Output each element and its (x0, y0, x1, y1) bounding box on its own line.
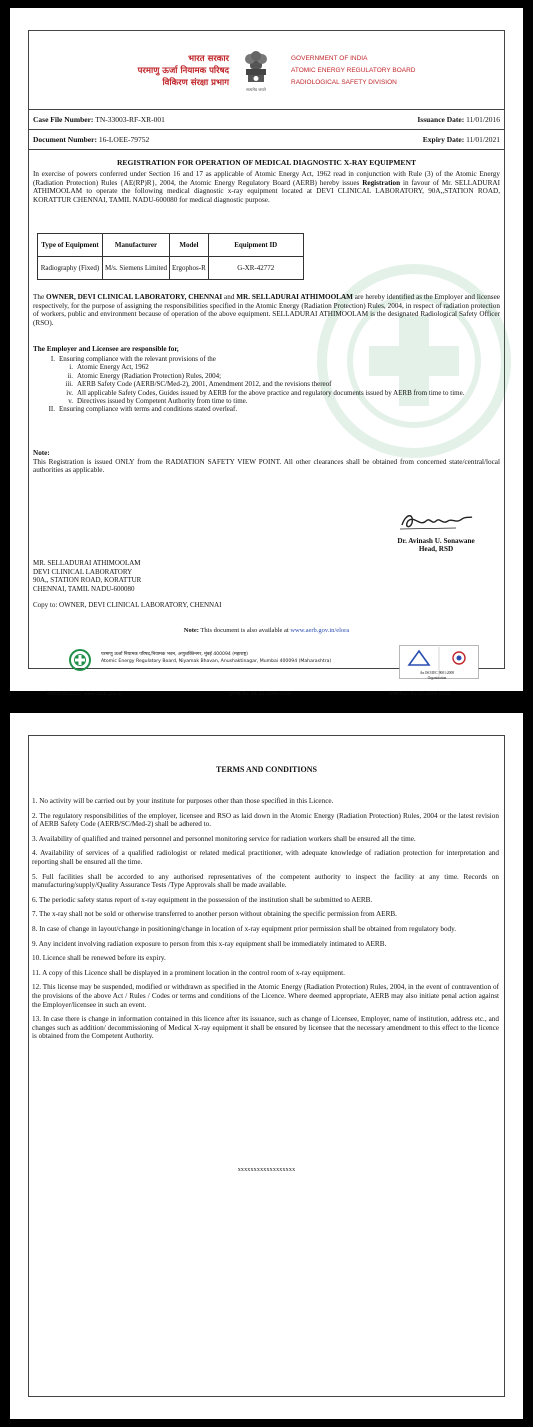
terms-list (32, 797, 499, 1047)
document-title: REGISTRATION FOR OPERATION OF MEDICAL DIAGNOSTIC X-RAY EQUIPMENT (116, 158, 417, 167)
copy-to: Copy to: OWNER, DEVI CLINICAL LABORATORY, CHENNAI (33, 601, 222, 609)
emblem-caption: सत्यमेव जयते (246, 87, 266, 92)
address-line: 90A,, STATION ROAD, KORATTUR (33, 576, 142, 585)
issuance-date: Issuance Date: 11/01/2016 (417, 115, 500, 124)
english-line: GOVERNMENT OF INDIA (291, 55, 368, 62)
address-line: MR. SELLADURAI ATHIMOOLAM (33, 559, 141, 567)
table-header: Model (170, 234, 209, 257)
list-item: I. Ensuring compliance with the relevant provisions of the (50, 355, 216, 363)
hindi-line: भारत सरकार (188, 54, 229, 64)
table-cell: M/s. Siemens Limited (103, 257, 170, 280)
info-divider (29, 149, 504, 150)
equipment-table (37, 233, 304, 280)
certification-text: An ISO/IEC 9001:2008 Organization (419, 671, 455, 680)
end-mark: xxxxxxxxxxxxxxxxxx (237, 1167, 296, 1173)
list-item: II. Ensuring compliance with terms and conditions stated overleaf. (48, 405, 238, 414)
term-item: 9. Any incident involving radiation exposure to person from this x-ray equipment shall be immediately intimated to AERB. (32, 939, 387, 948)
responsibilities-list (33, 355, 500, 414)
expiry-date: Expiry Date: 11/01/2021 (422, 135, 500, 144)
term-item: 5. Full facilities shall be accorded to any authorised representatives of the competent authority to inspect the facility at any time. Records on manufacturing/supply/Quality Assurance Tests /Type Approvals shall be made available. (32, 872, 499, 890)
term-item: 6. The periodic safety status report of x-ray equipment in the possession of the institution shall be submitted to AERB. (32, 895, 373, 904)
term-item: 13. In case there is change in information contained in this licence after its issuance, such as change of Licensee, Employer, name of institution, address etc., and changes such as addition/ decommissioning of Medical X-ray equipment it shall be ensured by licensee that the necessary amendment to this effect to the licence is obtained from the Competent Authority. (32, 1015, 499, 1041)
terms-title: TERMS AND CONDITIONS (216, 765, 317, 774)
license-page-1 (10, 8, 523, 697)
footer-fax: फैक्स/Fax: 91-22-2599 0650 (389, 692, 451, 697)
table-cell: Radiography (Fixed) (38, 257, 103, 280)
table-cell: Ergophos-R (170, 257, 209, 280)
term-item: 2. The regulatory responsibilities of the employer, licensee and RSO as laid down in the Atomic Energy (Radiation Protection) Rules, 2004 or the latest revision of AERB Safety Code (AERB/SC/Med-2) shall be adhered to. (32, 811, 499, 829)
responsibilities-title: The Employer and Licensee are responsible for, (33, 345, 179, 353)
term-item: 10. Licence shall be renewed before its expiry. (32, 954, 166, 963)
table-header: Equipment ID (208, 234, 303, 257)
note-paragraph: Note: This Registration is issued ONLY from the RADIATION SAFETY VIEW POINT. All other clearances shall be obtained from concerned state/central/local authorities as applicable. (33, 449, 500, 475)
list-item: iv. All applicable Safety Codes, Guides issued by AERB for the above practice and regulatory documents issued by AERB from time to time. (66, 388, 465, 397)
address-line: DEVI CLINICAL LABORATORY (33, 567, 133, 576)
hindi-line: परमाणु ऊर्जा नियामक परिषद (137, 66, 229, 76)
table-header: Type of Equipment (38, 234, 103, 257)
page-border (28, 30, 505, 697)
term-item: 12. This license may be suspended, modified or withdrawn as specified in the Atomic Energy (Radiation Protection) Rules, 2004, in the event of contravention of the provisions of the above Act / Rules / Codes or terms and conditions of the Licence. Where deemed appropriate, AERB may also initiate penal action against the Employer/licensee in such an event. (32, 983, 499, 1009)
hindi-header (89, 53, 229, 89)
address-line: CHENNAI, TAMIL NADU-600080 (33, 584, 135, 593)
english-header (291, 53, 416, 89)
intro-paragraph: In exercise of powers conferred under Section 16 and 17 as applicable of Atomic Energy Act, 1962 read in conjunction with Rule (3) of the Atomic Energy (Radiation Protection) Rules {AE(RP)R}, 2004, the Atomic Energy Regulatory Board (AERB) hereby issues Registration in favour of Mr. SELLADURAI ATHIMOOLAM to operate the following medical diagnostic x-ray equipment located at DEVI CLINICAL LABORATORY, 90A,,STATION ROAD, KORATTUR CHENNAI, TAMIL NADU-600080 for medical diagnostic purpose. (33, 170, 500, 204)
footer-address (101, 651, 331, 665)
letterhead (29, 41, 504, 105)
case-file-number: Case File Number: TN-33003-RF-XR-001 (33, 115, 165, 124)
signature-icon (396, 509, 476, 533)
signatory-designation: Head, RSD (418, 545, 454, 553)
signature-block (376, 509, 496, 553)
term-item: 8. In case of change in layout/change in positioning/change in location of x-ray equipment prior permission shall be obtained from regulatory body. (32, 924, 457, 933)
term-item: 4. Availability of services of a qualified radiologist or related medical practitioner, with adequate knowledge of radiation protection for interpretation and reporting shall be ensured all the time. (32, 849, 499, 866)
term-item: 1. No activity will be carried out by your institute for purposes other than those specified in this Licence. (32, 797, 334, 805)
english-line: RADIOLOGICAL SAFETY DIVISION (291, 79, 397, 86)
list-item: v. Directives issued by Competent Authority from time to time. (68, 397, 248, 406)
term-item: 3. Availability of qualified and trained personnel and personnel monitoring service for radiation workers shall be ensured all the time. (32, 834, 416, 843)
hindi-line: विकिरण संरक्षा प्रभाग (162, 78, 229, 88)
availability-note: Note: This document is also available at www.aerb.gov.in/elora (183, 627, 350, 634)
term-item: 11. A copy of this Licence shall be displayed in a prominent location in the control room of x-ray equipment. (32, 968, 345, 977)
license-page-2 (10, 713, 523, 1419)
aerb-logo-icon (69, 649, 91, 671)
footer-website[interactable]: वेबसाइट/Website: www.aerb.gov.in (47, 692, 122, 697)
signatory-name: Dr. Avinash U. Sonawane (397, 537, 475, 545)
document-number: Document Number: 16-LOEE-79752 (33, 135, 150, 144)
elora-link[interactable]: www.aerb.gov.in/elora (290, 627, 350, 634)
table-row (38, 257, 304, 280)
recipient-address (33, 559, 141, 593)
footer-address-hindi: परमाणु ऊर्जा नियामक परिषद,नियामक भवन, अणुशक्तिनगर, मुंबई 400094 (महाराष्ट्र) (101, 652, 248, 657)
header-divider (29, 109, 504, 110)
table-header: Manufacturer (103, 234, 170, 257)
list-item: ii. Atomic Energy (Radiation Protection) Rules, 2004; (67, 371, 222, 380)
footer-address-english: Atomic Energy Regulatory Board, Niyamak Bhavan, Anushaktinagar, Mumbai 400094 (Maharashtra) (101, 659, 332, 664)
national-emblem-icon (239, 49, 273, 95)
footer-telephone: दूरभाष/Tel: 91-22-2599 0656 (229, 692, 291, 697)
owner-paragraph: The OWNER, DEVI CLINICAL LABORATORY, CHENNAI and MR. SELLADURAI ATHIMOOLAM are hereby identified as the Employer and licensee respectively, for the purpose of assigning the responsibilities specified in the Atomic Energy (Radiation Protection) Rules, 2004, in respect of radiation protection of workers, public and environment because of operation of the above equipment. SELLADURAI ATHIMOOLAM is the designated Radiological Safety Officer (RSO). (33, 293, 500, 327)
term-item: 7. The x-ray shall not be sold or otherwise transferred to another person without obtaining the specific permission from AERB. (32, 910, 397, 919)
list-item: iii. AERB Safety Code (AERB/SC/Med-2), 2001, Amendment 2012, and the revisions thereof (65, 380, 332, 389)
english-line: ATOMIC ENERGY REGULATORY BOARD (291, 67, 416, 74)
info-divider (29, 129, 504, 130)
table-cell: G-XR-42772 (208, 257, 303, 280)
list-item: i. Atomic Energy Act, 1962 (69, 363, 149, 372)
